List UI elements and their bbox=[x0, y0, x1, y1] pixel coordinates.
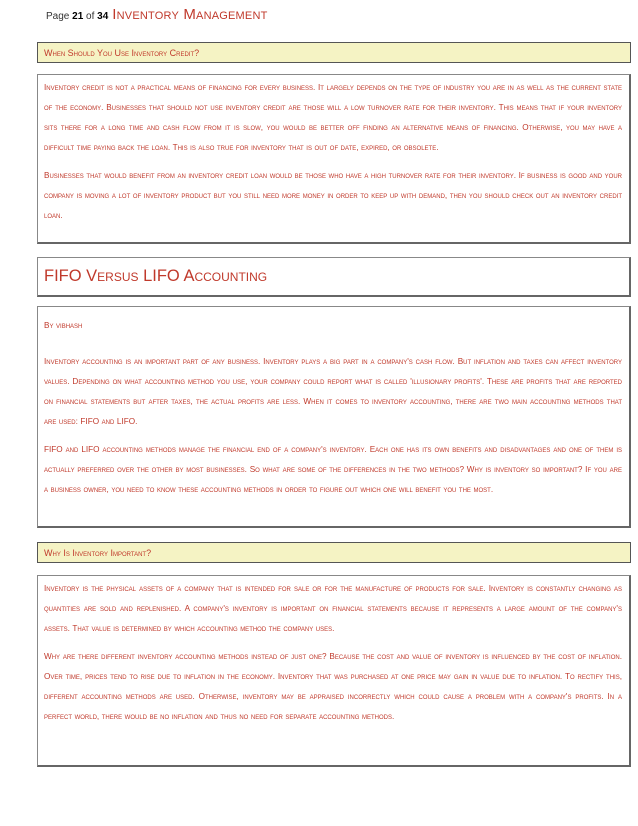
paragraph: Why are there different inventory accounting methods instead of just one? Because the cost and value of inventory is influenced by the cost of inflation. Over time, prices tend to rise due to inflation in the economy. Inventory that was purchased at one price may gain in value due to inflation. To rectify this, different accounting methods are used. Otherwise, inventory may be appraised incorrectly which could cause a problem with a company's profits. In a perfect world, there would be no inflation and thus no need for separate accounting methods. bbox=[44, 652, 622, 721]
section-heading-inventory-credit: When Should You Use Inventory Credit? bbox=[37, 42, 631, 63]
section-body-why-inventory bbox=[37, 575, 631, 767]
section-title-fifo-lifo: FIFO Versus LIFO Accounting bbox=[37, 257, 631, 297]
page-number bbox=[46, 11, 108, 22]
section-body-inventory-credit bbox=[37, 74, 631, 244]
paragraph: FIFO and LIFO accounting methods manage the financial end of a company's inventory. Each one has its own benefits and disadvantages and one of them is actually preferred over the other by most businesses. So what are some of the differences in the two methods? Why is inventory so important? If you are a business owner, you need to know these accounting methods in order to figure out which one will benefit you the most. bbox=[44, 445, 622, 494]
paragraph: Inventory accounting is an important part of any business. Inventory plays a big part in a company's cash flow. But inflation and taxes can affect inventory values. Depending on what accounting method you use, your company could report what is called 'illusionary profits'. These are profits that are reported on financial statements but after taxes, the actual profits are less. When it comes to inventory accounting, there are two main accounting methods that are used: FIFO and LIFO. bbox=[44, 357, 622, 426]
page-of: of bbox=[86, 11, 95, 22]
paragraph: Inventory credit is not a practical means of financing for every business. It largely depends on the type of industry you are in as well as the current state of the economy. Businesses that should not use inventory credit are those will a low turnover rate for their inventory. This means that if your inventory sits there for a long time and cash flow from it is slow, you would be better off finding an alternative means of financing. Otherwise, you may have a difficult time paying back the loan. This is also true for inventory that is out of date, expired, or obsolete. bbox=[44, 83, 622, 152]
page-header bbox=[46, 6, 268, 28]
byline: By vibhash bbox=[44, 321, 83, 330]
paragraph: Inventory is the physical assets of a company that is intended for sale or for the manufacture of products for sale. Inventory is constantly changing as quantities are sold and replenished. A company's inventory is important on financial statements because it represents a large amount of the company's assets. That value is determined by which accounting method the company uses. bbox=[44, 584, 622, 633]
section-heading-why-inventory: Why Is Inventory Important? bbox=[37, 542, 631, 563]
document-title: Inventory Management bbox=[112, 6, 268, 23]
section-body-fifo-lifo bbox=[37, 306, 631, 528]
page-current: 21 bbox=[72, 11, 84, 22]
page-label: Page bbox=[46, 11, 70, 22]
paragraph: Businesses that would benefit from an inventory credit loan would be those who have a high turnover rate for their inventory. If business is good and your company is moving a lot of inventory product but you still need more money in order to keep up with demand, then you should check out an inventory credit loan. bbox=[44, 171, 622, 220]
page-total: 34 bbox=[97, 11, 109, 22]
